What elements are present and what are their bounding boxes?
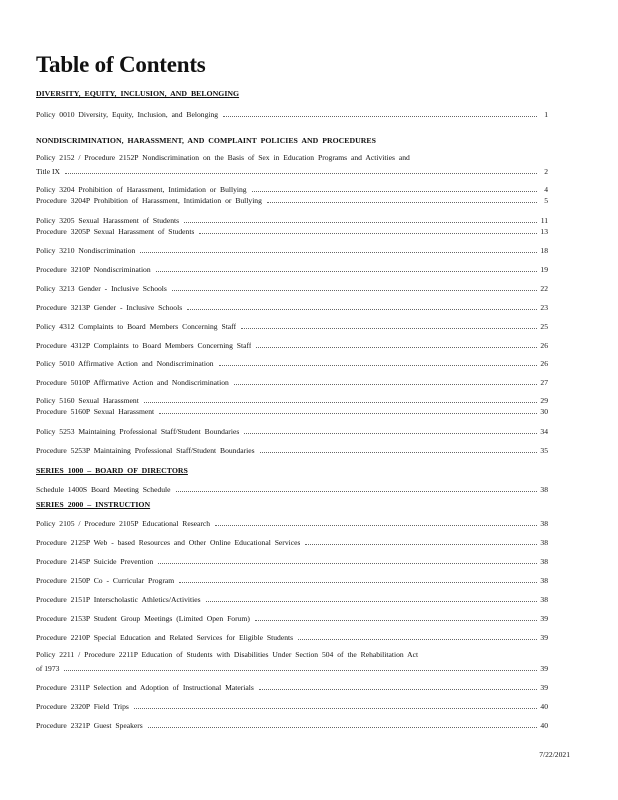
toc-page-number: 11	[540, 216, 548, 225]
toc-entry-label: Procedure 3213P Gender - Inclusive Schools	[36, 303, 183, 312]
dot-leader	[158, 562, 537, 564]
toc-entry[interactable]	[36, 575, 548, 586]
dot-leader	[187, 308, 537, 310]
toc-entry[interactable]	[36, 426, 548, 437]
dot-leader	[159, 412, 537, 414]
toc-section-heading: NONDISCRIMINATION, HARASSMENT, AND COMPLAINT POLICIES AND PROCEDURES	[36, 136, 376, 145]
dot-leader	[206, 600, 537, 602]
toc-entry[interactable]	[36, 537, 548, 548]
toc-entry-label: Policy 5253 Maintaining Professional Staff/Student Boundaries	[36, 427, 240, 436]
dot-leader	[64, 669, 537, 671]
toc-entry[interactable]	[36, 556, 548, 567]
dot-leader	[215, 524, 537, 526]
toc-page-number: 29	[540, 396, 548, 405]
toc-entry[interactable]	[36, 484, 548, 495]
toc-entry-label: Policy 2152 / Procedure 2152P Nondiscrimination on the Basis of Sex in Education Programs and Activities and	[36, 153, 410, 162]
toc-page-number: 26	[540, 359, 548, 368]
dot-leader	[259, 688, 537, 690]
toc-entry-label: Procedure 2320P Field Trips	[36, 702, 129, 711]
toc-page-number: 30	[540, 407, 548, 416]
toc-entry[interactable]	[36, 226, 548, 237]
toc-entry-label: Procedure 2150P Co - Curricular Program	[36, 576, 175, 585]
dot-leader	[256, 346, 537, 348]
toc-entry-label: Procedure 2321P Guest Speakers	[36, 721, 143, 730]
toc-page-number: 38	[540, 519, 548, 528]
toc-entry[interactable]	[36, 406, 548, 417]
toc-entry-label: Procedure 2153P Student Group Meetings (Limited Open Forum)	[36, 614, 250, 623]
toc-entry[interactable]	[36, 682, 548, 693]
toc-entry-label: Policy 3213 Gender - Inclusive Schools	[36, 284, 167, 293]
toc-page-number: 34	[540, 427, 548, 436]
toc-entry[interactable]	[36, 245, 548, 256]
dot-leader	[134, 707, 537, 709]
toc-entry-label-continued: Title IX	[36, 167, 60, 176]
toc-entry-label: Procedure 2125P Web - based Resources and Other Online Educational Services	[36, 538, 301, 547]
toc-entry[interactable]	[36, 340, 548, 351]
toc-page-number: 39	[540, 664, 548, 673]
toc-entry[interactable]	[36, 283, 548, 294]
toc-entry-label: Policy 2211 / Procedure 2211P Education of Students with Disabilities Under Section 504 of the Rehabilitation Act	[36, 650, 419, 659]
toc-page-number: 5	[544, 196, 548, 205]
dot-leader	[144, 401, 537, 403]
toc-entry[interactable]	[36, 152, 548, 177]
toc-entry[interactable]	[36, 184, 548, 195]
dot-leader	[184, 221, 537, 223]
toc-entry[interactable]	[36, 109, 548, 120]
toc-entry[interactable]	[36, 594, 548, 605]
dot-leader	[219, 364, 537, 366]
toc-entry-label: Procedure 2145P Suicide Prevention	[36, 557, 154, 566]
dot-leader	[140, 251, 537, 253]
toc-entry-label: Procedure 2210P Special Education and Related Services for Eligible Students	[36, 633, 294, 642]
toc-page-number: 40	[540, 721, 548, 730]
page-title: Table of Contents	[36, 52, 206, 77]
toc-entry[interactable]	[36, 264, 548, 275]
toc-entry-label: Procedure 3205P Sexual Harassment of Students	[36, 227, 195, 236]
toc-entry[interactable]	[36, 358, 548, 369]
toc-entry-label: Procedure 5253P Maintaining Professional Staff/Student Boundaries	[36, 446, 255, 455]
toc-entry[interactable]	[36, 701, 548, 712]
toc-entry-label: Procedure 4312P Complaints to Board Members Concerning Staff	[36, 341, 252, 350]
toc-entry[interactable]	[36, 632, 548, 643]
toc-page-number: 1	[544, 110, 548, 119]
dot-leader	[305, 543, 537, 545]
toc-page-number: 18	[540, 246, 548, 255]
dot-leader	[244, 432, 537, 434]
dot-leader	[234, 383, 537, 385]
toc-entry[interactable]	[36, 649, 548, 674]
toc-page-number: 19	[540, 265, 548, 274]
toc-entry-label-continued: of 1973	[36, 664, 60, 673]
toc-entry[interactable]	[36, 215, 548, 226]
toc-entry-label: Schedule 1400S Board Meeting Schedule	[36, 485, 171, 494]
dot-leader	[241, 327, 537, 329]
toc-entry-label: Policy 3210 Nondiscrimination	[36, 246, 136, 255]
toc-page-number: 38	[540, 557, 548, 566]
dot-leader	[65, 172, 537, 174]
toc-page-number: 38	[540, 576, 548, 585]
toc-page-number: 38	[540, 538, 548, 547]
toc-entry-label: Procedure 5160P Sexual Harassment	[36, 407, 155, 416]
toc-entry[interactable]	[36, 518, 548, 529]
document-date: 7/22/2021	[539, 750, 570, 759]
toc-page-number: 13	[540, 227, 548, 236]
dot-leader	[252, 190, 537, 192]
toc-page-number: 40	[540, 702, 548, 711]
toc-page-number: 35	[540, 446, 548, 455]
toc-page-number: 4	[544, 185, 548, 194]
table-of-contents	[36, 88, 548, 731]
toc-entry[interactable]	[36, 395, 548, 406]
toc-page-number: 39	[540, 614, 548, 623]
toc-page-number: 38	[540, 485, 548, 494]
toc-page-number: 27	[540, 378, 548, 387]
toc-page-number: 39	[540, 683, 548, 692]
toc-page-number: 25	[540, 322, 548, 331]
dot-leader	[255, 619, 537, 621]
toc-page-number: 22	[540, 284, 548, 293]
toc-page-number: 2	[544, 167, 548, 176]
toc-entry-label: Procedure 2311P Selection and Adoption of Instructional Materials	[36, 683, 254, 692]
toc-section-heading: DIVERSITY, EQUITY, INCLUSION, AND BELONGING	[36, 89, 240, 98]
toc-entry-label: Policy 3204 Prohibition of Harassment, Intimidation or Bullying	[36, 185, 247, 194]
toc-entry[interactable]	[36, 302, 548, 313]
toc-entry-label: Procedure 3204P Prohibition of Harassment, Intimidation or Bullying	[36, 196, 262, 205]
dot-leader	[172, 289, 537, 291]
toc-page-number: 23	[540, 303, 548, 312]
toc-entry-label: Policy 4312 Complaints to Board Members Concerning Staff	[36, 322, 237, 331]
dot-leader	[156, 270, 537, 272]
toc-entry-label: Policy 2105 / Procedure 2105P Educational Research	[36, 519, 211, 528]
dot-leader	[176, 490, 537, 492]
toc-entry-label: Policy 5010 Affirmative Action and Nondiscrimination	[36, 359, 214, 368]
toc-page-number: 38	[540, 595, 548, 604]
toc-entry-label: Procedure 3210P Nondiscrimination	[36, 265, 151, 274]
toc-entry-label: Procedure 5010P Affirmative Action and Nondiscrimination	[36, 378, 229, 387]
dot-leader	[260, 451, 537, 453]
toc-entry-label: Policy 5160 Sexual Harassment	[36, 396, 139, 405]
toc-section-heading: SERIES 1000 – BOARD OF DIRECTORS	[36, 466, 188, 475]
dot-leader	[179, 581, 537, 583]
dot-leader	[148, 726, 537, 728]
toc-entry[interactable]	[36, 720, 548, 731]
dot-leader	[199, 232, 537, 234]
toc-entry[interactable]	[36, 195, 548, 206]
toc-section-heading: SERIES 2000 – INSTRUCTION	[36, 500, 151, 509]
toc-page-number: 39	[540, 633, 548, 642]
toc-page-number: 26	[540, 341, 548, 350]
toc-entry[interactable]	[36, 321, 548, 332]
toc-entry[interactable]	[36, 445, 548, 456]
toc-entry-label: Procedure 2151P Interscholastic Athletics/Activities	[36, 595, 201, 604]
toc-entry-label: Policy 0010 Diversity, Equity, Inclusion, and Belonging	[36, 110, 219, 119]
dot-leader	[267, 201, 537, 203]
dot-leader	[298, 638, 537, 640]
dot-leader	[223, 115, 537, 117]
toc-entry[interactable]	[36, 613, 548, 624]
toc-entry[interactable]	[36, 377, 548, 388]
toc-entry-label: Policy 3205 Sexual Harassment of Students	[36, 216, 180, 225]
